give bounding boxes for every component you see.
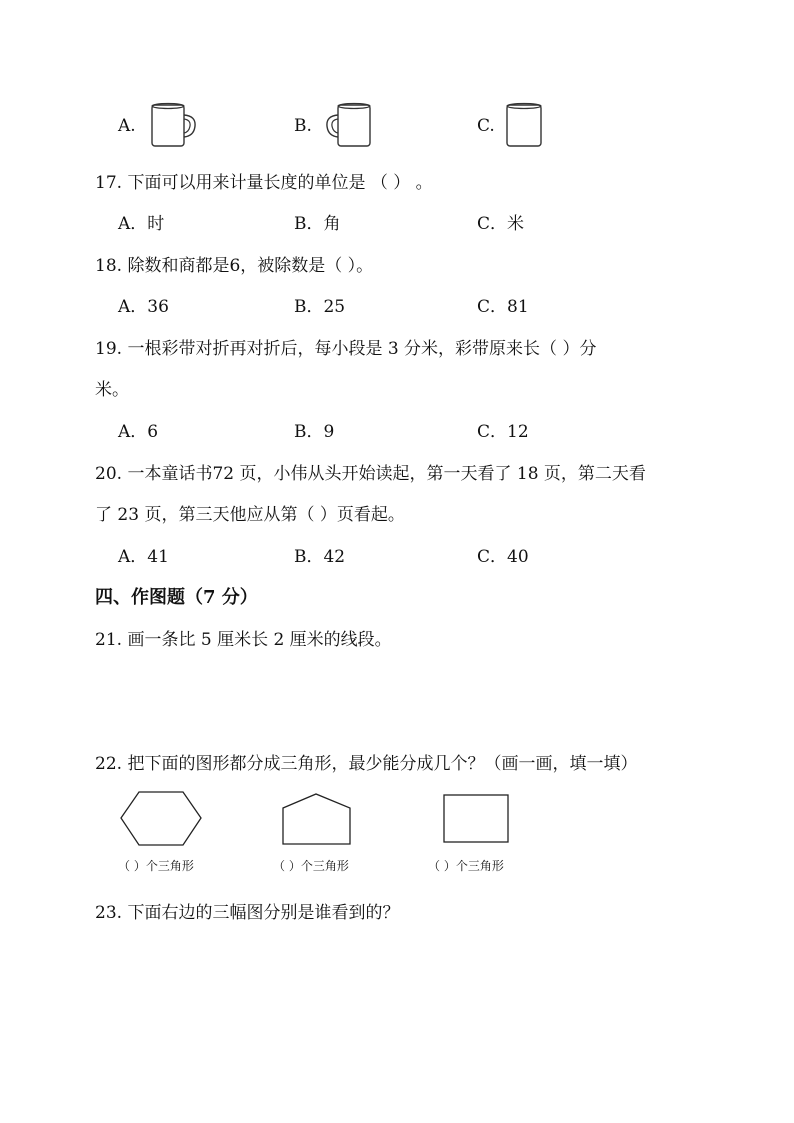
q17-option-b: B．角 [294,214,341,234]
hexagon-caption: （ ）个三角形 [118,859,194,873]
mug-left-handle-icon [322,102,374,148]
mug-right-handle-icon [150,102,198,148]
q17-option-a: A．时 [118,214,165,234]
q19-text-line1: 19. 一根彩带对折再对折后，每小段是 3 分米，彩带原来长（ ）分 [95,339,597,359]
q19-text-line2: 米。 [95,380,129,400]
q19-option-c: C．12 [477,422,529,442]
hexagon-shape [118,790,204,848]
q16-option-c-label: C. [477,116,495,136]
q16-option-b-label: B. [294,116,312,136]
pentagon-shape [280,792,354,846]
q19-option-a: A．6 [118,422,159,442]
q20-option-a: A．41 [118,547,169,567]
q20-option-b: B．42 [294,547,346,567]
q18-option-a: A．36 [118,297,169,317]
rectangle-caption: （ ）个三角形 [428,859,504,873]
q16-option-a-label: A. [118,116,136,136]
q18-option-b: B．25 [294,297,346,317]
q19-option-b: B．9 [294,422,335,442]
q18-text: 18. 除数和商都是6，被除数是（ ）。 [95,256,374,276]
section-title: 四、作图题（7 分） [95,587,258,608]
q20-text-line1: 20. 一本童话书72 页，小伟从头开始读起，第一天看了 18 页，第二天看 [95,464,646,484]
q20-option-c: C．40 [477,547,529,567]
q17-text: 17. 下面可以用来计量长度的单位是 （ ） 。 [95,173,433,193]
q21-text: 21. 画一条比 5 厘米长 2 厘米的线段。 [95,630,392,650]
q17-option-c: C．米 [477,214,525,234]
q23-text: 23. 下面右边的三幅图分别是谁看到的？ [95,903,400,923]
q20-text-line2: 了 23 页，第三天他应从第（ ）页看起。 [95,505,405,525]
q22-text: 22. 把下面的图形都分成三角形，最少能分成几个？（画一画，填一填） [95,754,638,774]
cup-no-handle-icon [505,102,543,148]
q18-option-c: C．81 [477,297,529,317]
pentagon-caption: （ ）个三角形 [273,859,349,873]
rectangle-shape [442,794,510,844]
